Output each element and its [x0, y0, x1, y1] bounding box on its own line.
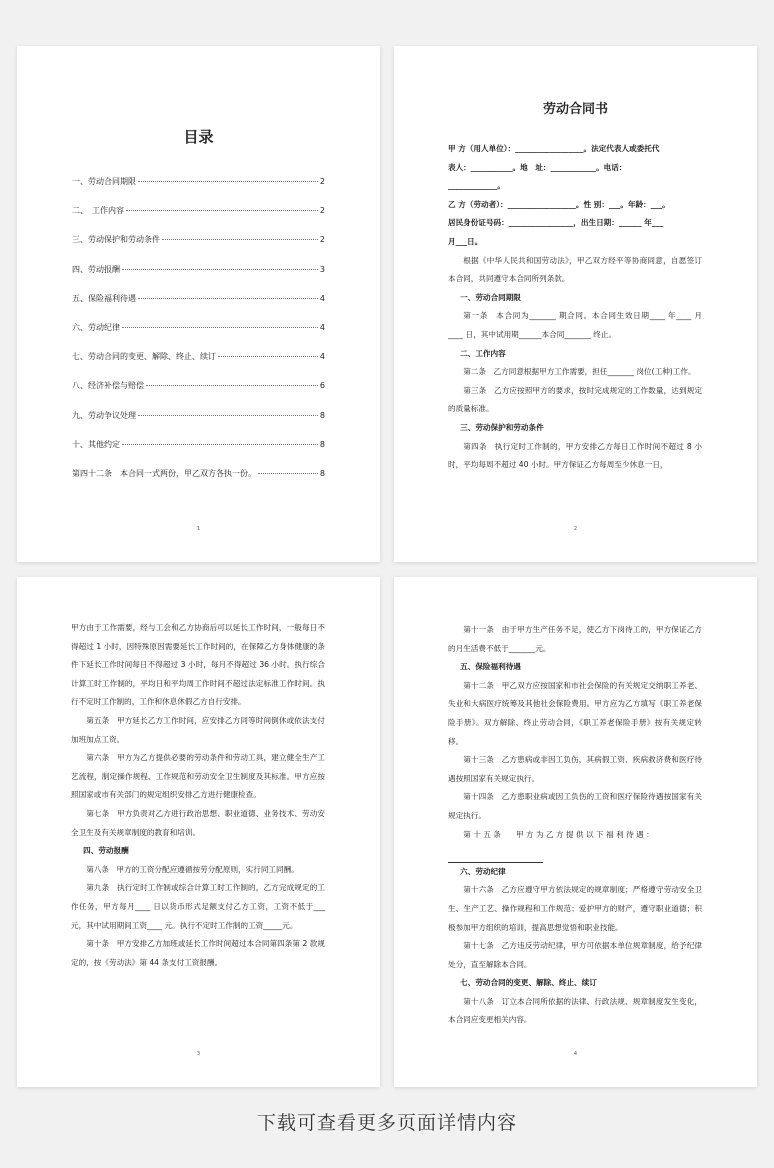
article-paragraph: 第三条 乙方应按照甲方的要求，按时完成规定的工作数量，达到规定的质量标准。: [448, 385, 702, 414]
toc-item[interactable]: [72, 264, 325, 293]
article-paragraph: 第二条 乙方同意根据甲方工作需要，担任_______ 岗位(工种)工作。: [463, 367, 696, 377]
contract-body: [71, 619, 325, 972]
toc-item-page: 4: [319, 293, 325, 303]
article-paragraph: 第四条 执行定时工作制的，甲方安排乙方每日工作时间不超过 8 小时，平均每周不超过 40 小时。甲方保证乙方每周至少休息一日，: [448, 441, 702, 470]
toc-item-page: 4: [319, 322, 325, 332]
party-b-line: 月___日。: [448, 236, 483, 246]
toc-item[interactable]: [72, 410, 325, 439]
section-heading: 五、保险福利待遇: [460, 662, 521, 672]
toc-item[interactable]: [72, 293, 325, 322]
party-a-line: _____________。: [448, 181, 505, 191]
article-paragraph: 第十条 甲方安排乙方加班或延长工作时间超过本合同第四条第 2 款规定的，按《劳动法》第 44 条支付工资报酬。: [71, 939, 325, 967]
article-paragraph: 第十一条 由于甲方生产任务不足，使乙方下岗待工的，甲方保证乙方的月生活费不低于_______元。: [448, 625, 702, 653]
toc-item[interactable]: [72, 205, 325, 234]
contract-page-3: [17, 577, 380, 1087]
article-paragraph: 第十七条 乙方违反劳动纪律，甲方可依据本单位规章制度，给予纪律处分，直至解除本合同。: [448, 941, 702, 969]
page-number: 1: [196, 526, 201, 532]
toc-item-label: 十、其他约定: [72, 439, 120, 449]
toc-leader-dots: [126, 210, 318, 211]
toc-item-page: 8: [319, 410, 325, 420]
contract-page-4: [394, 577, 757, 1087]
toc-item[interactable]: [72, 380, 325, 409]
page-number: 4: [573, 1051, 578, 1057]
toc-leader-dots: [162, 239, 318, 240]
article-paragraph: 第十三条 乙方患病或非因工负伤，其病假工资、疾病救济费和医疗待遇按照国家有关规定执行。: [448, 755, 702, 783]
toc-item-page: 4: [319, 352, 325, 362]
section-heading: 七、劳动合同的变更、解除、终止、续订: [460, 978, 597, 988]
intro-paragraph: 根据《中华人民共和国劳动法》，甲乙双方经平等协商同意，自愿签订本合同，共同遵守本合同所列条款。: [448, 255, 702, 284]
toc-item-page: 3: [319, 264, 325, 274]
article-paragraph: 第十八条 订立本合同所依据的法律、行政法规、规章制度发生变化，本合同应变更相关内容。: [448, 996, 702, 1025]
toc-item-page: 2: [319, 235, 325, 245]
toc-item-page: 8: [319, 439, 325, 449]
toc-leader-dots: [138, 415, 318, 416]
party-a-line: 甲 方（用人单位）：__________________。法定代表人或委托代: [448, 144, 660, 153]
article-paragraph: 第八条 甲方的工资分配应遵循按劳分配原则，实行同工同酬。: [86, 864, 299, 874]
article-paragraph: 第六条 甲方为乙方提供必要的劳动条件和劳动工具，建立健全生产工艺流程，制定操作规程、工作规范和劳动安全卫生制度及其标准。甲方应按照国家或市有关部门的规定组织安排乙方进行健康检查。: [71, 753, 325, 800]
toc-item-page: 2: [319, 206, 325, 216]
contract-title: 劳动合同书: [542, 102, 608, 117]
section-heading: 三、劳动保护和劳动条件: [460, 422, 544, 432]
party-b-line: 居民身份证号码：_________________，出生日期：______ 年___: [448, 218, 664, 228]
toc-leader-dots: [146, 385, 318, 386]
toc-leader-dots: [138, 298, 318, 299]
section-heading: 六、劳动纪律: [460, 866, 506, 876]
toc-page: [17, 46, 380, 562]
toc-item-label: 九、劳动争议处理: [72, 410, 136, 420]
toc-item-label: 八、经济补偿与赔偿: [72, 381, 144, 391]
toc-item[interactable]: [72, 234, 325, 263]
toc-item[interactable]: [72, 439, 325, 468]
toc-item-label: 三、劳动保护和劳动条件: [72, 235, 160, 245]
toc-leader-dots: [122, 327, 318, 328]
toc-leader-dots: [258, 473, 318, 474]
article-paragraph: 第九条 执行定时工作制或综合计算工时工作制的，乙方完成规定的工作任务，甲方每月____ 日以货币形式足额支付乙方工资，工资不低于___元，其中试用期间工资____ 元。执行不定时工作制的工资_____元。: [71, 883, 325, 930]
toc-item[interactable]: [72, 351, 325, 380]
toc-leader-dots: [138, 181, 318, 182]
toc-item-label: 六、劳动纪律: [72, 322, 120, 332]
page-number: 3: [196, 1051, 201, 1057]
article-paragraph: 第十四条 乙方患职业病或因工负伤的工资和医疗保险待遇按国家有关规定执行。: [448, 792, 702, 820]
toc-item-label: 第四十二条 本合同一式两份，甲乙双方各执一份。: [72, 468, 256, 478]
toc-item-page: 6: [319, 381, 325, 391]
article-paragraph: 第一条 本合同为_______ 期合同。本合同生效日期____ 年____ 月____ 日，其中试用期______本合同_______ 终止。: [448, 311, 702, 339]
contract-body: [448, 140, 702, 475]
toc-item-page: 2: [319, 177, 325, 186]
section-heading: 一、劳动合同期限: [460, 292, 521, 302]
toc-item-label: 四、劳动报酬: [72, 264, 120, 274]
article-paragraph: 甲方由于工作需要，经与工会和乙方协商后可以延长工作时间，一般每日不得超过 1 小时，因特殊原因需要延长工作时间的，在保障乙方身体健康的条件下延长工作时间每日不得超过 3 小时，每月不得超过 36 小时。执行综合计算工时工作制的，平均日和平均周工作时间不超过法定标准工作时间。执行不定时工作制的，工作和休息休假乙方自行安排。: [71, 623, 325, 707]
toc-item[interactable]: [72, 322, 325, 351]
party-b-line: 乙 方（劳动者）：__________________。性 别：___。年龄：___。: [448, 199, 670, 209]
toc-leader-dots: [122, 444, 318, 445]
article-paragraph: 第十二条 甲乙双方应按国家和市社会保险的有关规定交纳职工养老、失业和大病医疗统筹及其他社会保险费用。甲方应为乙方填写《职工养老保险手册》。双方解除、终止劳动合同，《职工养老保险手册》按有关规定转移。: [448, 680, 702, 746]
fill-in-rule: [448, 854, 543, 863]
toc-item-label: 一、劳动合同期限: [72, 177, 136, 186]
party-a-line: 表人：___________。地 址：____________。电话：: [448, 162, 627, 172]
section-heading: 四、劳动报酬: [83, 846, 129, 856]
toc-item-label: 七、劳动合同的变更、解除、终止、续订: [72, 352, 216, 362]
contract-page-2: [394, 46, 757, 562]
article-paragraph: 第七条 甲方负责对乙方进行政治思想、职业道德、业务技术、劳动安全卫生及有关规章制度的教育和培训。: [71, 808, 325, 837]
article-paragraph: 第十六条 乙方应遵守甲方依法规定的规章制度；严格遵守劳动安全卫生、生产工艺、操作规程和工作规范；爱护甲方的财产，遵守职业道德；积极参加甲方组织的培训，提高思想觉悟和职业技能。: [448, 885, 702, 932]
toc-leader-dots: [218, 356, 318, 357]
toc-item[interactable]: [72, 176, 325, 205]
download-caption[interactable]: 下载可查看更多页面详情内容: [256, 1112, 517, 1134]
toc-title: 目录: [183, 128, 214, 146]
article-paragraph: 第五条 甲方延长乙方工作时间，应安排乙方同等时间倒休或依法支付加班加点工资。: [71, 715, 325, 744]
contract-body: [448, 621, 702, 1030]
page-number: 2: [573, 526, 578, 532]
toc-list: [72, 176, 325, 497]
toc-item-label: 五、保险福利待遇: [72, 293, 136, 303]
toc-leader-dots: [122, 269, 318, 270]
toc-item-page: 8: [319, 468, 325, 478]
blank-line: [448, 844, 702, 863]
toc-item-label: 二、 工作内容: [72, 206, 124, 216]
section-heading: 二、工作内容: [460, 348, 506, 358]
toc-item[interactable]: [72, 468, 325, 497]
article-paragraph: 第 十 五 条 甲 方 为 乙 方 提 供 以 下 福 利 待 遇 ：: [463, 829, 654, 839]
